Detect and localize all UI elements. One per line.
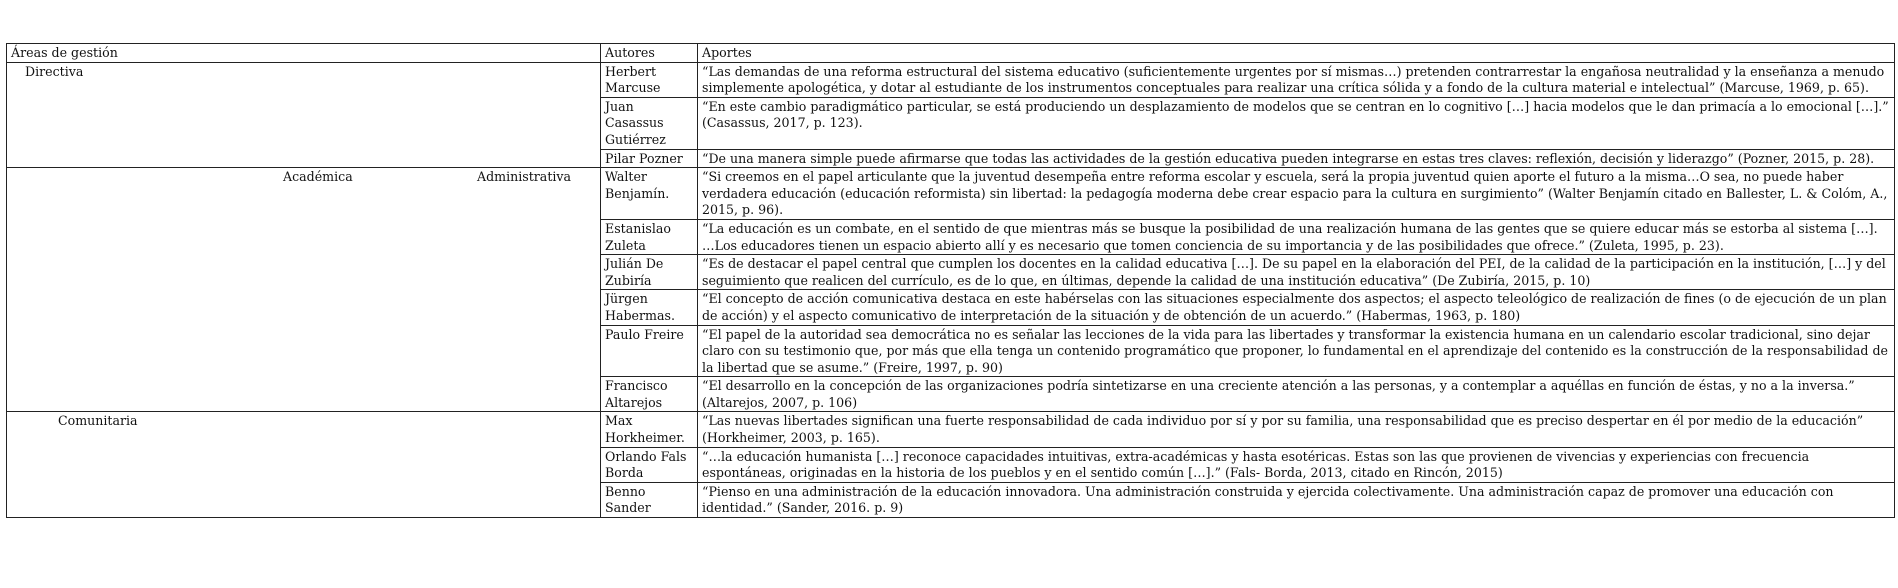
table-row [7, 412, 1895, 447]
area-label-comunitaria: Comunitaria [58, 413, 138, 429]
gestion-table [6, 43, 1895, 518]
author-cell: Herbert Marcuse [601, 62, 698, 97]
quote-cell: “Si creemos en el papel articulante que la juventud desempeña entre reforma escolar y escuela, será la propia juventud quien aporte el futuro a la misma…O sea, no puede haber verdadera educación (educación reformista) sin libertad: la pedagogía moderna debe crear espacio para la cultura en surgimiento” (Walter Benjamín citado en Ballester, L. & Colóm, A., 2015, p. 96). [698, 168, 1895, 220]
author-cell: Francisco Altarejos [601, 377, 698, 412]
author-cell: Max Horkheimer. [601, 412, 698, 447]
area-cell-comunitaria [7, 412, 601, 518]
table-row [7, 62, 1895, 97]
header-row [7, 44, 1895, 63]
header-contributions: Aportes [698, 44, 1895, 63]
quote-cell: “Las nuevas libertades significan una fuerte responsabilidad de cada individuo por sí y por su familia, una responsabilidad que es preciso despertar en él por medio de la educación” (Horkheimer, 2003, p. 165). [698, 412, 1895, 447]
quote-cell: “En este cambio paradigmático particular, se está produciendo un desplazamiento de modelos que se centran en lo cognitivo […] hacia modelos que le dan primacía a lo emocional […].” (Casassus, 2017, p. 123). [698, 97, 1895, 149]
author-cell: Benno Sander [601, 482, 698, 517]
area-label-administrativa: Administrativa [477, 169, 572, 185]
quote-cell: “Las demandas de una reforma estructural del sistema educativo (suficientemente urgentes por sí mismas…) pretenden contrarrestar la engañosa neutralidad y la enseñanza a menudo simplemente apologética, y dotar al estudiante de los instrumentos conceptuales para realizar una crítica sólida y a fondo de la cultura material e intelectual” (Marcuse, 1969, p. 65). [698, 62, 1895, 97]
quote-cell: “La educación es un combate, en el sentido de que mientras más se busque la posibilidad de una realización humana de las gentes que se quiere educar más se estorba al sistema […]. …Los educadores tienen un espacio abierto allí y es necesario que tomen conciencia de su importancia y de las posibilidades que ofrece.” (Zuleta, 1995, p. 23). [698, 219, 1895, 254]
author-cell: Estanislao Zuleta [601, 219, 698, 254]
area-label-academica: Académica [283, 169, 353, 185]
quote-cell: “Pienso en una administración de la educación innovadora. Una administración construida y ejercida colectivamente. Una administración capaz de promover una educación con identidad.” (Sander, 2016. p. 9) [698, 482, 1895, 517]
header-areas: Áreas de gestión [7, 44, 601, 63]
quote-cell: “El desarrollo en la concepción de las organizaciones podría sintetizarse en una creciente atención a las personas, y a contemplar a aquéllas en función de éstas, y no a la inversa.” (Altarejos, 2007, p. 106) [698, 377, 1895, 412]
author-cell: Juan Casassus Gutiérrez [601, 97, 698, 149]
author-cell: Julián De Zubiría [601, 255, 698, 290]
header-authors: Autores [601, 44, 698, 63]
quote-cell: “De una manera simple puede afirmarse que todas las actividades de la gestión educativa pueden integrarse en estas tres claves: reflexión, decisión y liderazgo” (Pozner, 2015, p. 28). [698, 149, 1895, 168]
quote-cell: “Es de destacar el papel central que cumplen los docentes en la calidad educativa […]. De su papel en la elaboración del PEI, de la calidad de la participación en la institución, […] y del seguimiento que realicen del currículo, es de lo que, en últimas, depende la calidad de una institución educativa” (De Zubiría, 2015, p. 10) [698, 255, 1895, 290]
author-cell: Orlando Fals Borda [601, 447, 698, 482]
author-cell: Walter Benjamín. [601, 168, 698, 220]
area-cell-directiva [7, 62, 601, 168]
author-cell: Jürgen Habermas. [601, 290, 698, 325]
quote-cell: “El concepto de acción comunicativa destaca en este habérselas con las situaciones especialmente dos aspectos; el aspecto teleológico de realización de fines (o de ejecución de un plan de acción) y el aspecto comunicativo de interpretación de la situación y de obtención de un acuerdo.” (Habermas, 1963, p. 180) [698, 290, 1895, 325]
author-cell: Paulo Freire [601, 325, 698, 377]
author-cell: Pilar Pozner [601, 149, 698, 168]
quote-cell: “…la educación humanista […] reconoce capacidades intuitivas, extra-académicas y hasta esotéricas. Estas son las que provienen de vivencias y experiencias con frecuencia espontáneas, originadas en la historia de los pueblos y en el sentido común […].” (Fals- Borda, 2013, citado en Rincón, 2015) [698, 447, 1895, 482]
area-label-directiva: Directiva [25, 63, 84, 79]
quote-cell: “El papel de la autoridad sea democrática no es señalar las lecciones de la vida para las libertades y transformar la existencia humana en un calendario escolar tradicional, sino dejar claro con su testimonio que, por más que ella tenga un contenido programático que proponer, lo fundamental en el aprendizaje del contenido es la construcción de la responsabilidad de la libertad que se asume.” (Freire, 1997, p. 90) [698, 325, 1895, 377]
table-row [7, 168, 1895, 220]
area-cell-academica-administrativa [7, 168, 601, 412]
